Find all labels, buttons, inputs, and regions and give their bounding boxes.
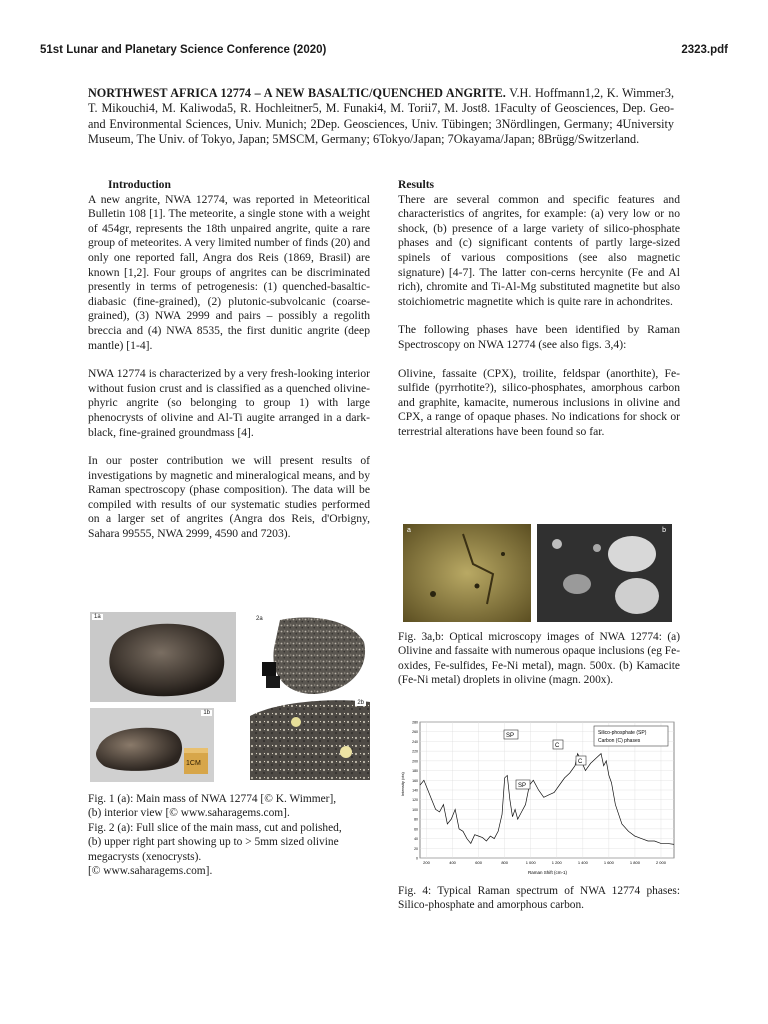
authors-affiliations: V.H. Hoffmann1,2, K. Wimmer3, T. Mikouchi4, M. Kaliwoda5, R. Hochleitner5, M. Funaki4, M. Torii7, M. Jost8. 1Faculty of Geosciences, Dep. Geo- and Environmental Sciences, Univ. Munich; 2Dep. Geosciences, Univ. Tübingen; 3Nördlingen, Germany; 4University Museum, The Univ. of Tokyo, Japan; 5MSCM, Germany; 6Tokyo/Japan; 7Okayama/Japan; 8Brügg/Switzerland. <box>88 86 674 147</box>
y-tick-label: 40 <box>414 837 418 842</box>
x-tick-label: 600 <box>475 860 482 865</box>
results-paragraph-3: Olivine, fassaite (CPX), troilite, feldspar (anorthite), Fe-sulfide (pyrrhotite?), silico-phosphates, amorphous carbon and graphite, kamacite, numerous inclusions in olivine and CPX, a range of opaque phases. No indications for shock or terrestrial alterations have been found so far. <box>398 366 680 438</box>
figure-2b-closeup <box>250 696 370 780</box>
x-tick-label: 1 600 <box>603 860 614 865</box>
fig1-caption-line-2: (b) interior view [© www.saharagems.com]. <box>88 807 290 820</box>
figure-1-2-caption <box>88 792 374 878</box>
legend-entry-1: Silico-phosphate (SP) <box>598 730 647 736</box>
figure-3a-label: a <box>407 527 411 534</box>
olivine-fassaite-micrograph <box>403 524 531 622</box>
y-tick-label: 160 <box>412 778 418 783</box>
figure-4-caption: Fig. 4: Typical Raman spectrum of NWA 12774 phases: Silico-phosphate and amorphous carbon. <box>398 885 680 912</box>
figure-1b-interior <box>90 708 214 782</box>
right-column <box>398 178 680 454</box>
svg-text:C: C <box>578 759 583 765</box>
y-tick-label: 260 <box>412 730 418 735</box>
figure-3a-microscopy <box>403 524 531 622</box>
meteorite-main-mass-image <box>90 612 236 702</box>
figure-1a-label: 1a <box>94 614 101 620</box>
x-tick-label: 2 000 <box>655 860 666 865</box>
kamacite-droplets-micrograph <box>537 524 672 622</box>
y-tick-label: 280 <box>412 720 418 725</box>
paper-title: NORTHWEST AFRICA 12774 – A NEW BASALTIC/QUENCHED ANGRITE. <box>88 86 506 100</box>
y-tick-label: 100 <box>412 807 418 812</box>
svg-text:SP: SP <box>518 783 527 789</box>
y-tick-label: 20 <box>414 846 418 851</box>
y-tick-label: 240 <box>412 739 418 744</box>
x-axis-label: Raman Shift (cm-1) <box>528 870 568 875</box>
figure-2b-label: 2b <box>357 700 364 706</box>
introduction-heading: Introduction <box>108 178 171 191</box>
results-paragraph-2: The following phases have been identified by Raman Spectroscopy on NWA 12774 (see also figs. 3,4): <box>398 323 680 351</box>
x-tick-label: 1 400 <box>577 860 588 865</box>
fig1-caption-line-1: Fig. 1 (a): Main mass of NWA 12774 [© K. Wimmer], <box>88 793 337 805</box>
x-tick-label: 1 000 <box>525 860 536 865</box>
annotation-sp-2 <box>516 780 530 789</box>
x-tick-label: 1 800 <box>629 860 640 865</box>
meteorite-closeup-image <box>250 696 370 780</box>
raman-chart-svg <box>398 716 680 878</box>
fig2-caption-line-3: [© www.saharagems.com]. <box>88 865 213 878</box>
cube-scale-label: 1CM <box>186 760 201 767</box>
y-tick-label: 120 <box>412 798 418 803</box>
annotation-c-2 <box>576 756 586 765</box>
title-block <box>88 86 674 148</box>
intro-paragraph-1: A new angrite, NWA 12774, was reported in Meteoritical Bulletin 108 [1]. The meteorite, a single stone with a weight of 454gr, represents the 18th unpaired angrite, quite a rare group of meteorites. A very limited number of finds (20) and only one reported fall, Angra dos Reis (1869, Brasil) are known [1,2]. Four groups of angrites can be discriminated presently in terms of petrogenesis: (1) quenched-basaltic-diabasic (fine-grained), (2) plutonic-subvolcanic (coarse-grained), (3) NWA 2999 and pairs – possibly a regolith breccia and (4) NWA 8535, the first dunitic angrite (deep mantle) [1-4]. <box>88 192 370 352</box>
intro-paragraph-3: In our poster contribution we will present results of investigations by magnetic and mineralogical means, and by Raman spectroscopy (phase composition). The data will be compiled with results of our systematic studies performed on a larger set of angrites (Angra dos Reis, d'Orbigny, Sahara 99555, NWA 2999, 4590 and 7203). <box>88 454 370 541</box>
meteorite-interior-image <box>90 708 214 782</box>
annotation-c-1 <box>553 740 563 749</box>
x-tick-label: 800 <box>501 860 509 865</box>
figure-3-caption: Fig. 3a,b: Optical microscopy images of NWA 12774: (a) Olivine and fassaite with numerous opaque inclusions (eg Fe-oxides, Fe-sulfides, Fe-Ni metal), magn. 500x. (b) Kamacite (Fe-Ni metal) droplets in olivine (magn. 200x). <box>398 631 680 687</box>
y-tick-label: 180 <box>412 769 418 774</box>
figure-4-raman-spectrum <box>398 716 680 878</box>
y-tick-label: 140 <box>412 788 418 793</box>
y-axis-label: Intensity (cts) <box>400 772 405 796</box>
legend-entry-2: Carbon (C) phases <box>598 738 641 744</box>
figure-3b-label: b <box>662 527 666 534</box>
x-tick-label: 400 <box>449 860 456 865</box>
figure-3b-microscopy <box>537 524 672 622</box>
y-tick-label: 80 <box>414 817 418 822</box>
fig2-caption-line-2: (b) upper right part showing up to > 5mm sized olivine megacrysts (xenocrysts). <box>88 836 339 863</box>
figure-1b-label: 1b <box>203 710 210 716</box>
figure-2a-slice <box>250 612 370 696</box>
x-tick-label: 200 <box>423 860 430 865</box>
intro-paragraph-2: NWA 12774 is characterized by a very fresh-looking interior without fusion crust and is classified as a quenched olivine-phyric angrite (so belonging to group 1) with large phenocrysts of olivine and Al-Ti augite arranged in a dark-black, fine-grained groundmass [4]. <box>88 367 370 439</box>
y-tick-label: 60 <box>414 827 418 832</box>
svg-text:C: C <box>555 743 560 749</box>
figure-2a-label: 2a <box>256 616 263 622</box>
figure-1a-main-mass <box>90 612 236 702</box>
x-tick-label: 1 200 <box>551 860 562 865</box>
paper-id: 2323.pdf <box>681 44 728 56</box>
results-heading: Results <box>398 178 435 191</box>
y-tick-label: 220 <box>412 749 418 754</box>
conference-header: 51st Lunar and Planetary Science Conference (2020) <box>40 44 327 56</box>
y-tick-label: 200 <box>412 759 418 764</box>
annotation-sp-1 <box>504 730 518 739</box>
results-paragraph-1: There are several common and specific features and characteristics of angrites, for example: (a) very low or no shock, (b) presence of a large variety of silico-phosphate phases and (c) significant contents of partly large-sized spinels of various compositions (see also magnetic signature) [4-7]. The latter con-cerns hercynite (Fe and Al rich), chromite and Ti-Al-Mg substituted magnetite but also stoichiometric magnetite which is quite rare in achondrites. <box>398 192 680 308</box>
meteorite-slice-image <box>250 612 370 696</box>
y-tick-label: 0 <box>416 856 418 861</box>
fig2-caption-line-1: Fig. 2 (a): Full slice of the main mass, cut and polished, <box>88 821 342 834</box>
left-column <box>88 178 370 556</box>
svg-text:SP: SP <box>506 733 515 739</box>
